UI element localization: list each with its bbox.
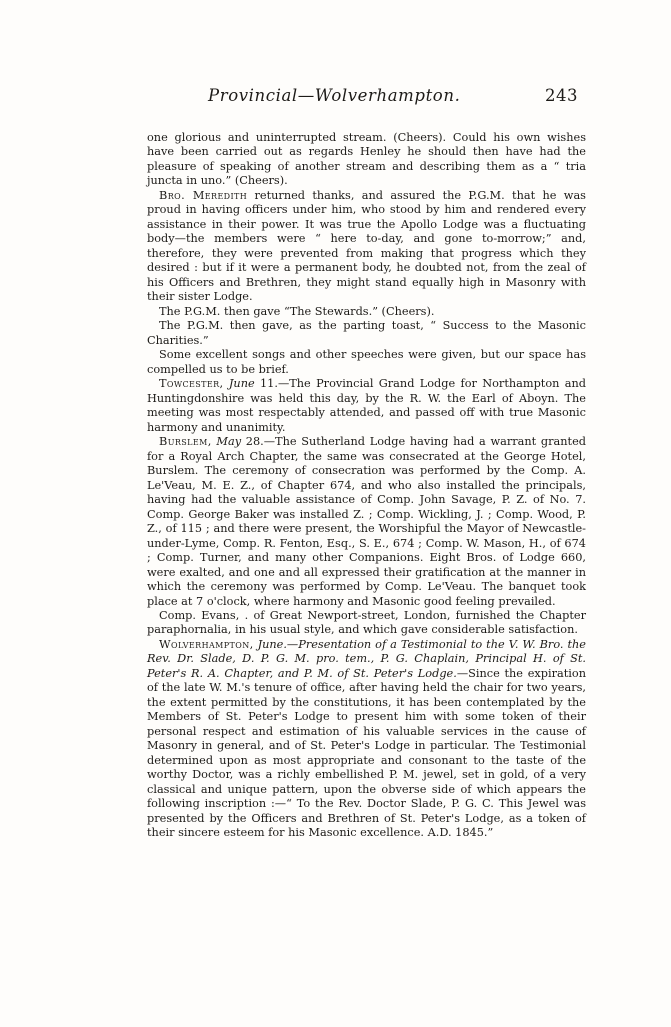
- body-text: [147, 131, 586, 841]
- paragraph-text: —Since the expiration of the late W. M.'s tenure of office, after having held the chair for two years, the extent permitted by the constitutions, it has been contemplated by the Members of St. Peter's Lodge to present him with some token of their personal respect and estimation of his valuable services in the cause of Masonry in general, and of St. Peter's Lodge in particular. The Testimonial determined upon as most appropriate and consonant to the taste of the worthy Doctor, was a richly embellished P. M. jewel, set in gold, of a very classical and unique pattern, upon the obverse side of which appears the following inscription :—“ To the Rev. Doctor Slade, P. G. C. This Jewel was presented by the Officers and Brethren of St. Peter's Lodge, as a token of their sincere esteem for his Masonic excellence. A.D. 1845.”: [147, 666, 586, 840]
- paragraph-stewards-toast: The P.G.M. then gave “The Stewards.” (Cheers).: [159, 304, 435, 318]
- paragraph-wolverhampton-report: [147, 638, 586, 841]
- place-name: Burslem,: [159, 435, 212, 449]
- paragraph-regalia-note: Comp. Evans, . of Great Newport-street, London, furnished the Chapter paraphornalia, in his usual style, and which gave considerable satisfaction.: [147, 608, 586, 637]
- report-date: June: [228, 377, 255, 391]
- paragraph-towcester-report: [147, 377, 586, 435]
- paragraph-meredith-reply: [147, 189, 586, 305]
- report-date: May: [216, 435, 242, 449]
- paragraph-burslem-report: [147, 435, 586, 609]
- paragraph-parting-toast: The P.G.M. then gave, as the parting toast, “ Success to the Masonic Charities.”: [147, 319, 586, 347]
- paragraph-text: 11.—The Provincial Grand Lodge for Northampton and Huntingdonshire was held this day, by the R. W. the Earl of Aboyn. The meeting was most respectably attended, and passed off with true Masonic harmony and unanimity.: [147, 377, 586, 434]
- paragraph-text: 28.—The Sutherland Lodge having had a warrant granted for a Royal Arch Chapter, the same was consecrated at the George Hotel, Burslem. The ceremony of consecration was performed by the Comp. A. Le'Veau, M. E. Z., of Chapter 674, and who also installed the principals, having had the valuable assistance of Comp. John Savage, P. Z. of No. 7. Comp. George Baker was installed Z. ; Comp. Wickling, J. ; Comp. Wood, P. Z., of 115 ; and there were present, the Worshipful the Mayor of Newcastle-under-Lyme, Comp. R. Fenton, Esq., S. E., 674 ; Comp. W. Mason, H., of 674 ; Comp. Turner, and many other Companions. Eight Bros. of Lodge 660, were exalted, and one and all expressed their gratification at the manner in which the ceremony was performed by Comp. Le'Veau. The banquet took place at 7 o'clock, where harmony and Masonic good feeling prevailed.: [147, 435, 586, 608]
- paragraph-text: returned thanks, and assured the P.G.M. that he was proud in having officers under him, who stood by him and rendered every assistance in their power. It was true the Apollo Lodge was a fluctuating body—the members were “ here to-day, and gone to-morrow;” and, therefore, they were prevented from making that progress which they desired : but if it were a permanent body, he doubted not, from the zeal of his Officers and Brethren, they might stand equally high in Masonry with their sister Lodge.: [147, 188, 586, 304]
- place-name: Wolverhampton,: [159, 637, 254, 651]
- place-name: Towcester,: [159, 377, 224, 391]
- paragraph-closing-note: Some excellent songs and other speeches were given, but our space has compelled us to be brief.: [147, 348, 586, 376]
- running-head: Provincial—Wolverhampton.: [208, 86, 461, 105]
- paragraph-speech-continuation: one glorious and uninterrupted stream. (Cheers). Could his own wishes have been carried out as regards Henley he should then have had the pleasure of speaking of another stream and describing them as a “ tria juncta in uno.” (Cheers).: [147, 131, 586, 188]
- page-header: [168, 86, 578, 110]
- report-heading: June.—Presentation of a Testimonial to the V. W. Bro. the Rev. Dr. Slade, D. P. G. M. pro. tem., P. G. Chaplain, Principal H. of St. Peter's R. A. Chapter, and P. M. of St. Peter's Lodge.: [147, 637, 586, 680]
- page-number: 243: [545, 86, 578, 105]
- speaker-name: Bro. Meredith: [159, 188, 248, 202]
